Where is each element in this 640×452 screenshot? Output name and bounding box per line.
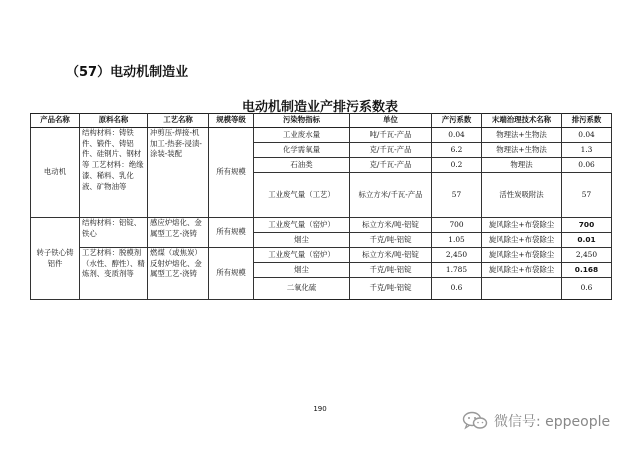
- treatment-tech-cell: 旋风除尘+布袋除尘: [482, 233, 562, 248]
- treatment-tech-cell: 旋风除尘+布袋除尘: [482, 248, 562, 263]
- unit-cell: 克/千瓦-产品: [350, 158, 432, 173]
- process-cell: 冲剪压-焊接-机加工-热套-浸渍-涂装-装配: [148, 128, 209, 218]
- treatment-tech-cell: 物理法: [482, 158, 562, 173]
- unit-cell: 克/千瓦-产品: [350, 143, 432, 158]
- header-material: 原料名称: [80, 114, 148, 128]
- unit-cell: 标立方米/吨-铝锭: [350, 218, 432, 233]
- emission-coefficient-cell: 700: [562, 218, 612, 233]
- generation-coefficient-cell: 6.2: [432, 143, 482, 158]
- emission-coefficient-cell: 0.04: [562, 128, 612, 143]
- pollutant-cell: 化学需氧量: [254, 143, 350, 158]
- treatment-tech-cell: 旋风除尘+布袋除尘: [482, 263, 562, 278]
- table-row: [31, 248, 612, 263]
- unit-cell: 标立方米/千瓦-产品: [350, 173, 432, 218]
- generation-coefficient-cell: 57: [432, 173, 482, 218]
- emission-coefficient-cell: 0.168: [562, 263, 612, 278]
- generation-coefficient-cell: 700: [432, 218, 482, 233]
- emission-coefficient-cell: 57: [562, 173, 612, 218]
- header-product: 产品名称: [31, 114, 80, 128]
- treatment-tech-cell: 物理法+生物法: [482, 143, 562, 158]
- treatment-tech-cell: [482, 278, 562, 300]
- emission-coefficient-cell: 0.06: [562, 158, 612, 173]
- table-header-row: [31, 114, 612, 128]
- header-generation-coefficient: 产污系数: [432, 114, 482, 128]
- generation-coefficient-cell: 1.05: [432, 233, 482, 248]
- watermark: [462, 411, 610, 431]
- unit-cell: 千克/吨-铝锭: [350, 263, 432, 278]
- pollutant-cell: 工业废气量（窑炉）: [254, 248, 350, 263]
- treatment-tech-cell: 活性炭吸附法: [482, 173, 562, 218]
- generation-coefficient-cell: 0.04: [432, 128, 482, 143]
- process-cell: 感应炉熔化、金属型工艺-浇铸: [148, 218, 209, 248]
- wechat-icon: [462, 411, 488, 431]
- scale-cell: 所有规模: [209, 128, 254, 218]
- emission-coefficient-cell: 0.6: [562, 278, 612, 300]
- generation-coefficient-cell: 2,450: [432, 248, 482, 263]
- pollutant-cell: 二氧化硫: [254, 278, 350, 300]
- table-row: [31, 128, 612, 143]
- header-scale: 规模等级: [209, 114, 254, 128]
- material-cell: 结构材料：铝锭、铁心: [80, 218, 148, 248]
- pollutant-cell: 烟尘: [254, 263, 350, 278]
- treatment-tech-cell: 物理法+生物法: [482, 128, 562, 143]
- emission-coefficient-cell: 2,450: [562, 248, 612, 263]
- section-heading: （57）电动机制造业: [66, 65, 189, 80]
- table-title: 电动机制造业产排污系数表: [241, 100, 398, 115]
- material-cell: 结构材料：铸铁件、锻件、铸铝件、硅钢片、钢材等 工艺材料：绝缘漆、稀料、乳化液、矿物油等: [80, 128, 148, 218]
- process-cell: 燃煤（或焦炭）反射炉熔化、金属型工艺-浇铸: [148, 248, 209, 300]
- pollutant-cell: 烟尘: [254, 233, 350, 248]
- generation-coefficient-cell: 1.785: [432, 263, 482, 278]
- generation-coefficient-cell: 0.6: [432, 278, 482, 300]
- scale-cell: 所有规模: [209, 248, 254, 300]
- watermark-text: 微信号: eppeople: [494, 414, 611, 430]
- header-treatment-tech: 末端治理技术名称: [482, 114, 562, 128]
- pollutant-cell: 工业废气量（窑炉）: [254, 218, 350, 233]
- scale-cell: 所有规模: [209, 218, 254, 248]
- product-name-cell: 电动机: [31, 128, 80, 218]
- header-unit: 单位: [350, 114, 432, 128]
- unit-cell: 吨/千瓦-产品: [350, 128, 432, 143]
- header-emission-coefficient: 排污系数: [562, 114, 612, 128]
- unit-cell: 标立方米/吨-铝锭: [350, 248, 432, 263]
- page-number: 190: [313, 405, 327, 413]
- generation-coefficient-cell: 0.2: [432, 158, 482, 173]
- treatment-tech-cell: 旋风除尘+布袋除尘: [482, 218, 562, 233]
- header-pollutant: 污染物指标: [254, 114, 350, 128]
- pollutant-cell: 工业废水量: [254, 128, 350, 143]
- pollutant-cell: 工业废气量（工艺）: [254, 173, 350, 218]
- unit-cell: 千克/吨-铝锭: [350, 233, 432, 248]
- emission-coefficient-cell: 1.3: [562, 143, 612, 158]
- emission-coefficient-cell: 0.01: [562, 233, 612, 248]
- pollutant-cell: 石油类: [254, 158, 350, 173]
- material-cell: 工艺材料：脱模剂（水性、醇性）、精炼剂、变质剂等: [80, 248, 148, 300]
- emission-coefficient-table: [30, 113, 612, 300]
- table-row: [31, 218, 612, 233]
- product-name-cell: 转子铁心铸铝件: [31, 218, 80, 300]
- header-process: 工艺名称: [148, 114, 209, 128]
- unit-cell: 千克/吨-铝锭: [350, 278, 432, 300]
